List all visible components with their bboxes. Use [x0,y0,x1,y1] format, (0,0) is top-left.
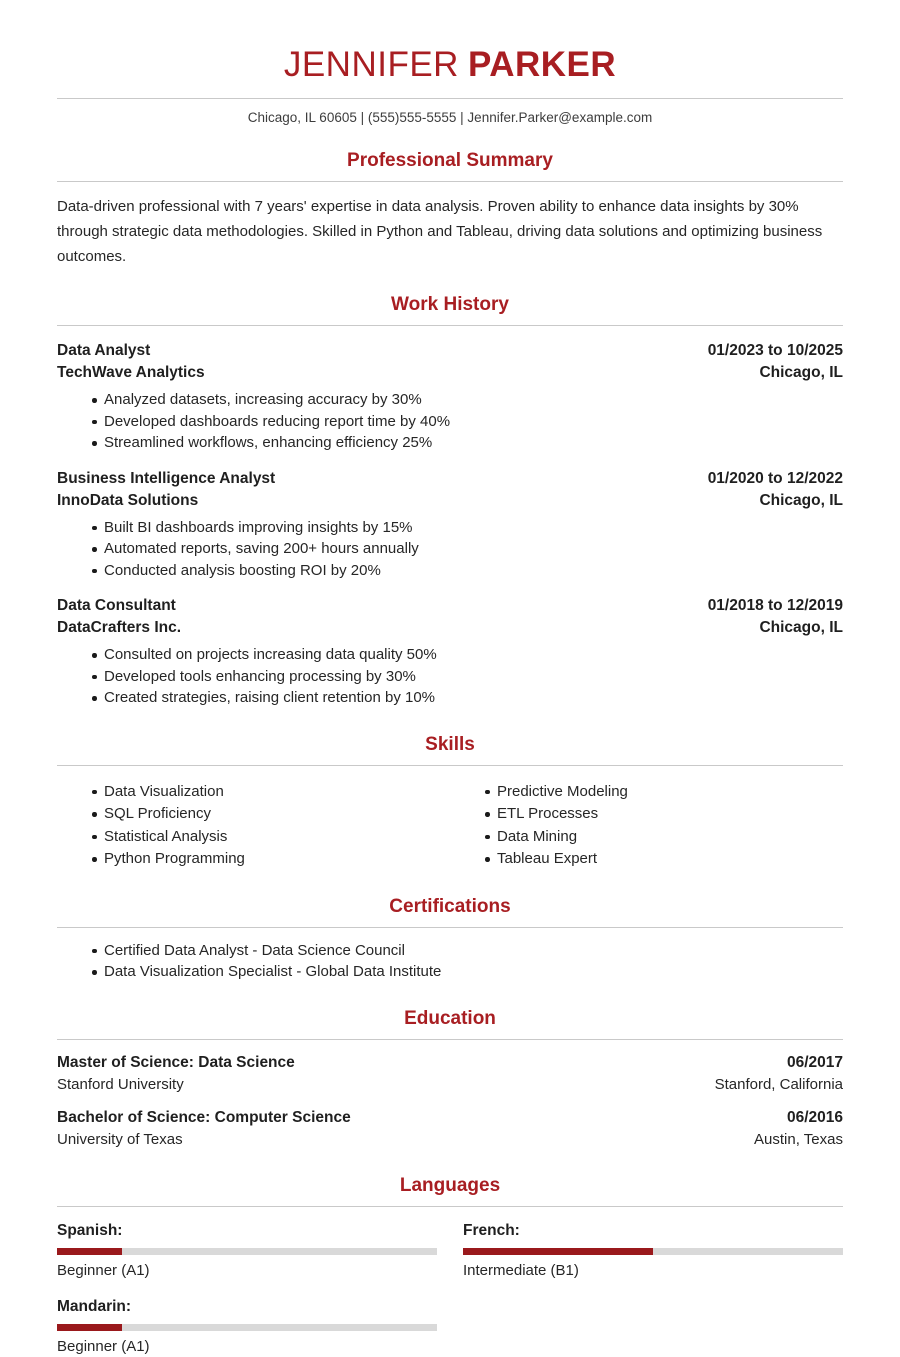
job-bullets [90,389,843,454]
language-name: Mandarin: [57,1297,132,1315]
section-divider [57,1039,843,1040]
degree: Master of Science: Data Science [57,1053,295,1071]
bullet-item: Conducted analysis boosting ROI by 20% [90,560,843,582]
skill-item: Data Visualization [90,781,450,804]
school: University of Texas [57,1130,183,1148]
job-company: TechWave Analytics [57,364,205,381]
bullet-item: Streamlined workflows, enhancing efficiency 25% [90,432,843,454]
job-entry [57,340,843,454]
degree: Bachelor of Science: Computer Science [57,1108,351,1126]
skill-item: Statistical Analysis [90,826,450,849]
skill-item: Python Programming [90,848,450,871]
section-work-history [57,294,843,709]
job-header [57,468,843,512]
language-name: Spanish: [57,1221,123,1239]
section-divider [57,181,843,182]
languages-grid [57,1221,843,1357]
bullet-item: Developed dashboards reducing report time by 40% [90,411,843,433]
section-professional-summary [57,150,843,269]
job-dates: 01/2018 to 12/2019 [707,597,843,614]
skills-columns [57,776,843,871]
section-skills [57,734,843,871]
skill-item: Data Mining [483,826,843,849]
section-divider [57,325,843,326]
skill-item: SQL Proficiency [90,803,450,826]
language-name: French: [463,1221,520,1239]
language-bar-fill [463,1248,653,1255]
job-company: DataCrafters Inc. [57,619,182,636]
language-entry [57,1297,437,1357]
section-certifications [57,896,843,983]
language-bar-track [57,1248,437,1255]
bullet-item: Automated reports, saving 200+ hours annually [90,538,843,560]
section-heading-skills: Skills [425,733,475,755]
skills-column-right [483,781,843,871]
job-header [57,340,843,384]
bullet-item: Consulted on projects increasing data quality 50% [90,644,843,666]
job-bullets [90,644,843,709]
bullet-item: Built BI dashboards improving insights by 15% [90,517,843,539]
job-header [57,595,843,639]
language-bar-track [463,1248,843,1255]
job-dates: 01/2023 to 10/2025 [707,342,843,359]
job-location: Chicago, IL [759,491,843,509]
section-divider [57,1206,843,1207]
bullet-item: Analyzed datasets, increasing accuracy by 30% [90,389,843,411]
job-title: Business Intelligence Analyst [57,469,276,487]
language-level: Intermediate (B1) [463,1261,579,1279]
job-title: Data Consultant [57,597,176,614]
resume-header [57,44,843,125]
section-heading-languages: Languages [399,1174,501,1196]
grad-date: 06/2017 [786,1053,843,1071]
language-bar-track [57,1324,437,1331]
language-level: Beginner (A1) [57,1337,150,1355]
first-name: JENNIFER [283,45,459,84]
job-title: Data Analyst [57,342,151,359]
summary-text: Data-driven professional with 7 years' expertise in data analysis. Proven ability to enhance data insights by 30% through strategic data methodologies. Skilled in Python and Tableau, driving data solutions and optimizing business outcomes. [57,198,823,265]
section-divider [57,927,843,928]
education-entry [57,1052,843,1095]
contact-line: Chicago, IL 60605 | (555)555-5555 | Jennifer.Parker@example.com [247,110,653,125]
language-bar-fill [57,1324,122,1331]
school: Stanford University [57,1075,184,1093]
job-location: Chicago, IL [759,619,843,636]
bullet-item: Developed tools enhancing processing by 30% [90,666,843,688]
skill-item: Tableau Expert [483,848,843,871]
language-entry [57,1221,437,1281]
skill-item: ETL Processes [483,803,843,826]
language-bar-fill [57,1248,122,1255]
grad-date: 06/2016 [786,1108,843,1126]
certification-item: Data Visualization Specialist - Global Data Institute [90,961,843,983]
job-dates: 01/2020 to 12/2022 [707,469,843,487]
job-bullets [90,517,843,582]
candidate-name [57,44,843,86]
header-divider [57,98,843,99]
certifications-list [90,940,843,983]
job-company: InnoData Solutions [57,491,199,509]
job-entry [57,468,843,582]
skill-item: Predictive Modeling [483,781,843,804]
section-heading-work: Work History [391,294,509,315]
last-name: PARKER [467,45,617,84]
job-entry [57,595,843,709]
language-entry [463,1221,843,1281]
language-level: Beginner (A1) [57,1261,150,1279]
section-divider [57,765,843,766]
section-heading-education: Education [404,1007,496,1029]
section-languages [57,1175,843,1357]
school-location: Austin, Texas [754,1130,843,1148]
skills-column-left [90,781,450,871]
education-entry [57,1107,843,1150]
job-location: Chicago, IL [759,364,843,381]
school-location: Stanford, California [714,1075,843,1093]
section-heading-certifications: Certifications [389,895,511,917]
certification-item: Certified Data Analyst - Data Science Council [90,940,843,962]
section-education [57,1008,843,1150]
bullet-item: Created strategies, raising client retention by 10% [90,687,843,709]
section-heading-summary: Professional Summary [347,150,553,171]
